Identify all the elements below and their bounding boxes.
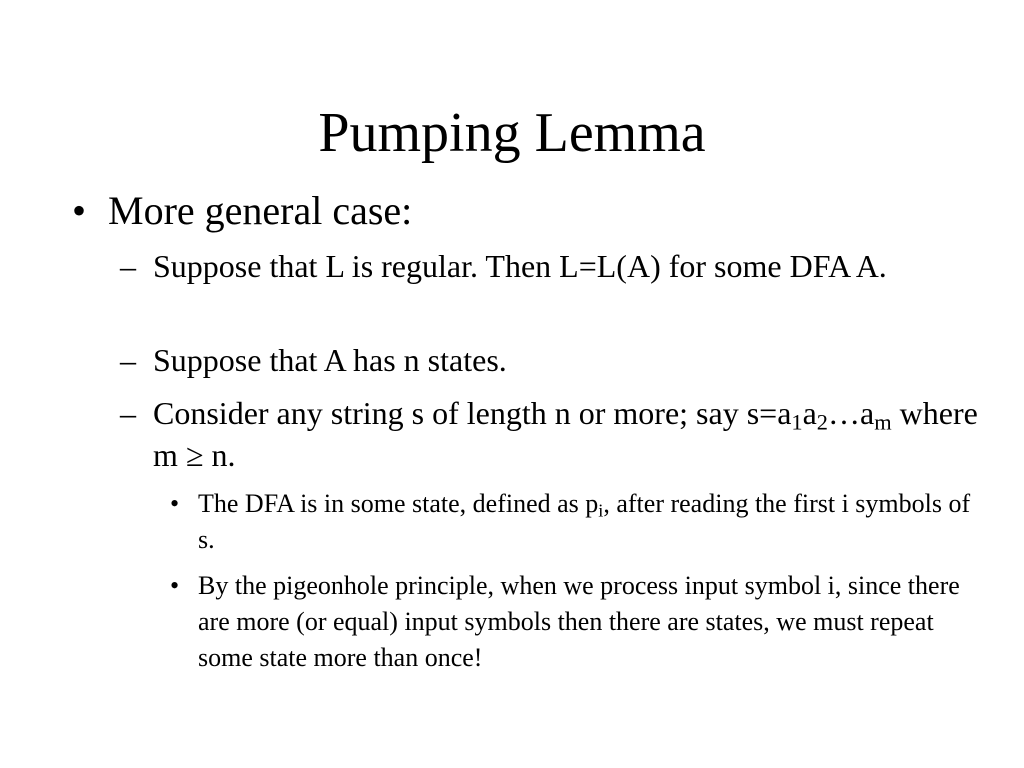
sub-bullet-text: Suppose that A has n states.: [153, 342, 507, 378]
dash-marker: –: [120, 248, 136, 284]
sub-bullet-text: Consider any string s of length n or more; say $s=a_1a_2\dots a_m$ where m ≥ n.: [153, 395, 978, 473]
point-dfa-state: [170, 486, 990, 558]
sub-bullet-consider-string: [120, 392, 980, 476]
bullet-more-general-case: [72, 188, 992, 234]
dash-marker: –: [120, 342, 136, 378]
sub-bullet-suppose-regular: [120, 245, 980, 287]
sub-bullet-text: Suppose that L is regular. Then L=L(A) for some DFA A.: [153, 248, 887, 284]
dash-marker: –: [120, 395, 136, 431]
sub-bullet-n-states: [120, 339, 980, 381]
point-text: The DFA is in some state, defined as $p_i$, after reading the first i symbols of s.: [198, 489, 971, 554]
bullet-marker: •: [170, 489, 180, 518]
bullet-marker: •: [170, 571, 180, 600]
point-text: By the pigeonhole principle, when we process input symbol i, since there are more (or equal) input symbols then there are states, we must repeat some state more than once!: [198, 571, 960, 672]
bullet-marker: •: [72, 188, 87, 233]
bullet-text: More general case:: [108, 188, 413, 233]
slide-title: Pumping Lemma: [318, 102, 706, 164]
point-pigeonhole: [170, 568, 990, 676]
